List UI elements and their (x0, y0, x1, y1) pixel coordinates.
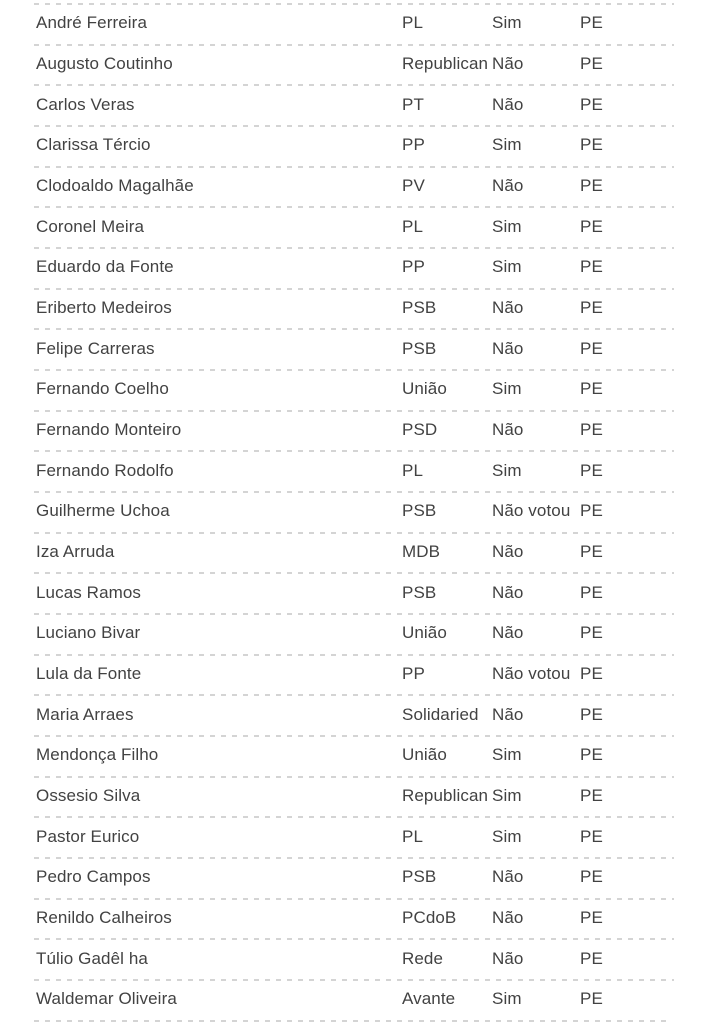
row-divider (34, 938, 674, 940)
vote-cell: Não (492, 948, 524, 968)
row-divider (34, 84, 674, 86)
vote-cell: Não votou (492, 501, 571, 521)
table-row (36, 532, 674, 573)
table-row (36, 166, 674, 207)
row-cells (36, 288, 674, 329)
deputy-name-cell: Luciano Bivar (36, 623, 141, 643)
row-divider (34, 735, 674, 737)
row-divider (34, 491, 674, 493)
state-cell: PE (580, 582, 603, 602)
state-cell: PE (580, 948, 603, 968)
table-row (36, 816, 674, 857)
party-cell: PP (402, 135, 425, 155)
row-divider (34, 125, 674, 127)
state-cell: PE (580, 176, 603, 196)
vote-cell: Não votou (492, 664, 571, 684)
table-row (36, 125, 674, 166)
vote-cell: Não (492, 582, 524, 602)
row-cells (36, 857, 674, 898)
table-row (36, 369, 674, 410)
deputy-name-cell: Ossesio Silva (36, 786, 141, 806)
vote-cell: Sim (492, 135, 522, 155)
table-row (36, 206, 674, 247)
deputy-name-cell: Pastor Eurico (36, 826, 140, 846)
deputy-name-cell: Clodoaldo Magalhãe (36, 176, 194, 196)
deputy-name-cell: Waldemar Oliveira (36, 989, 177, 1009)
row-cells (36, 450, 674, 491)
state-cell: PE (580, 786, 603, 806)
table-row (36, 613, 674, 654)
vote-cell: Sim (492, 786, 522, 806)
state-cell: PE (580, 379, 603, 399)
party-cell: PSD (402, 420, 438, 440)
row-divider (34, 410, 674, 412)
row-cells (36, 816, 674, 857)
party-cell: PP (402, 257, 425, 277)
deputy-name-cell: Túlio Gadêl ha (36, 948, 148, 968)
state-cell: PE (580, 501, 603, 521)
party-cell: União (402, 379, 447, 399)
table-row (36, 572, 674, 613)
vote-cell: Sim (492, 745, 522, 765)
table-row (36, 328, 674, 369)
party-cell: PSB (402, 582, 437, 602)
deputy-name-cell: Fernando Rodolfo (36, 460, 174, 480)
state-cell: PE (580, 338, 603, 358)
table-row (36, 44, 674, 85)
row-divider (34, 3, 674, 5)
state-cell: PE (580, 94, 603, 114)
row-cells (36, 44, 674, 85)
row-divider (34, 328, 674, 330)
table-row (36, 898, 674, 939)
party-cell: MDB (402, 542, 441, 562)
party-cell: PSB (402, 338, 437, 358)
table-row (36, 857, 674, 898)
deputy-name-cell: Iza Arruda (36, 542, 115, 562)
table-row (36, 247, 674, 288)
state-cell: PE (580, 664, 603, 684)
row-divider (34, 694, 674, 696)
state-cell: PE (580, 257, 603, 277)
state-cell: PE (580, 54, 603, 73)
deputy-name-cell: Augusto Coutinho (36, 54, 173, 73)
vote-cell: Sim (492, 989, 522, 1009)
row-cells (36, 247, 674, 288)
deputy-name-cell: Coronel Meira (36, 216, 145, 236)
party-cell: Solidaried (402, 704, 479, 724)
table-row (36, 3, 674, 44)
row-divider (34, 44, 674, 46)
party-cell: PL (402, 460, 423, 480)
row-cells (36, 898, 674, 939)
deputy-name-cell: Guilherme Uchoa (36, 501, 170, 521)
table-row (36, 735, 674, 776)
row-divider (34, 898, 674, 900)
row-cells (36, 410, 674, 451)
state-cell: PE (580, 420, 603, 440)
vote-cell: Sim (492, 257, 522, 277)
row-divider (34, 450, 674, 452)
row-divider (34, 166, 674, 168)
party-cell: PP (402, 664, 425, 684)
row-divider (34, 532, 674, 534)
state-cell: PE (580, 826, 603, 846)
vote-cell: Não (492, 623, 524, 643)
party-cell: PL (402, 216, 423, 236)
deputy-name-cell: Pedro Campos (36, 867, 151, 887)
state-cell: PE (580, 135, 603, 155)
row-divider (34, 816, 674, 818)
deputy-name-cell: Fernando Monteiro (36, 420, 182, 440)
party-cell: Rede (402, 948, 444, 968)
row-divider (34, 1020, 672, 1022)
row-cells (36, 532, 674, 573)
vote-cell: Sim (492, 216, 522, 236)
party-cell: PL (402, 826, 423, 846)
table-row (36, 776, 674, 817)
vote-cell: Não (492, 338, 524, 358)
row-divider (34, 979, 674, 981)
row-divider (34, 247, 674, 249)
row-cells (36, 328, 674, 369)
vote-cell: Não (492, 704, 524, 724)
row-divider (34, 613, 674, 615)
row-cells (36, 3, 674, 44)
row-divider (34, 369, 674, 371)
vote-cell: Não (492, 420, 524, 440)
row-divider (34, 857, 674, 859)
state-cell: PE (580, 989, 603, 1009)
row-divider (34, 654, 674, 656)
row-divider (34, 776, 674, 778)
state-cell: PE (580, 623, 603, 643)
row-cells (36, 84, 674, 125)
party-cell: PV (402, 176, 425, 196)
vote-cell: Não (492, 298, 524, 318)
vote-cell: Não (492, 908, 524, 928)
deputy-name-cell: Eriberto Medeiros (36, 298, 172, 318)
state-cell: PE (580, 867, 603, 887)
vote-cell: Não (492, 176, 524, 196)
row-cells (36, 735, 674, 776)
table-row (36, 450, 674, 491)
row-cells (36, 572, 674, 613)
row-cells (36, 491, 674, 532)
table-row (36, 410, 674, 451)
deputy-name-cell: Lula da Fonte (36, 664, 142, 684)
party-cell: PSB (402, 501, 437, 521)
party-cell: PL (402, 13, 423, 33)
table-row (36, 84, 674, 125)
vote-cell: Não (492, 867, 524, 887)
row-cells (36, 125, 674, 166)
state-cell: PE (580, 704, 603, 724)
deputy-name-cell: Felipe Carreras (36, 338, 155, 358)
row-cells (36, 166, 674, 207)
party-cell: PSB (402, 867, 437, 887)
party-cell: Republican (402, 54, 489, 73)
table-row (36, 288, 674, 329)
party-cell: PT (402, 94, 424, 114)
deputy-name-cell: Fernando Coelho (36, 379, 169, 399)
deputy-name-cell: Mendonça Filho (36, 745, 159, 765)
state-cell: PE (580, 908, 603, 928)
party-cell: Republican (402, 786, 489, 806)
table-row (36, 491, 674, 532)
table-row (36, 938, 674, 979)
state-cell: PE (580, 216, 603, 236)
state-cell: PE (580, 745, 603, 765)
vote-cell: Não (492, 542, 524, 562)
state-cell: PE (580, 298, 603, 318)
row-divider (34, 206, 674, 208)
row-cells (36, 206, 674, 247)
row-cells (36, 654, 674, 695)
row-cells (36, 694, 674, 735)
row-cells (36, 776, 674, 817)
party-cell: PCdoB (402, 908, 457, 928)
party-cell: União (402, 623, 447, 643)
deputy-name-cell: Clarissa Tércio (36, 135, 151, 155)
vote-cell: Sim (492, 826, 522, 846)
vote-cell: Sim (492, 13, 522, 33)
row-cells (36, 979, 674, 1020)
deputy-name-cell: Eduardo da Fonte (36, 257, 174, 277)
table-row (36, 654, 674, 695)
party-cell: PSB (402, 298, 437, 318)
table-row (36, 979, 674, 1020)
deputy-name-cell: Lucas Ramos (36, 582, 142, 602)
deputy-name-cell: Renildo Calheiros (36, 908, 172, 928)
deputy-name-cell: Carlos Veras (36, 94, 135, 114)
vote-cell: Sim (492, 379, 522, 399)
row-divider (34, 572, 674, 574)
row-cells (36, 938, 674, 979)
vote-cell: Não (492, 54, 524, 73)
state-cell: PE (580, 542, 603, 562)
deputy-name-cell: André Ferreira (36, 13, 147, 33)
party-cell: Avante (402, 989, 456, 1009)
state-cell: PE (580, 13, 603, 33)
vote-cell: Não (492, 94, 524, 114)
vote-cell: Sim (492, 460, 522, 480)
party-cell: União (402, 745, 447, 765)
table-row (36, 694, 674, 735)
state-cell: PE (580, 460, 603, 480)
row-cells (36, 369, 674, 410)
deputy-name-cell: Maria Arraes (36, 704, 134, 724)
votes-table (36, 3, 674, 1022)
row-cells (36, 613, 674, 654)
row-divider (34, 288, 674, 290)
